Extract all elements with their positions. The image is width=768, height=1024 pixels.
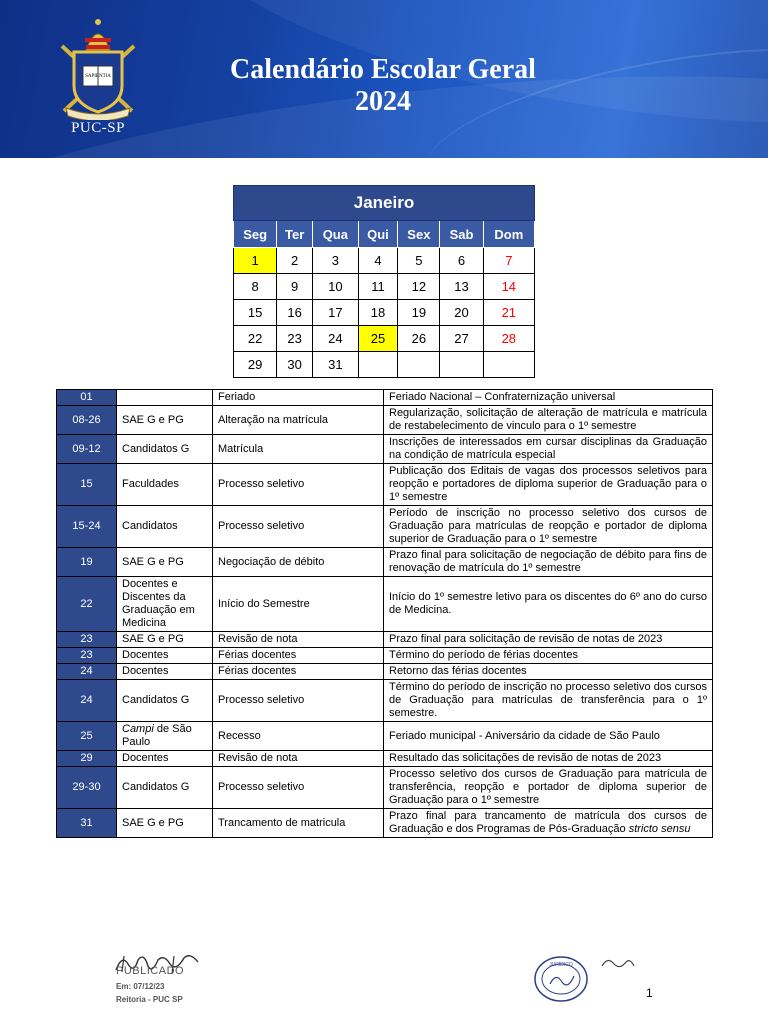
event-description: Término do período de inscrição no processo seletivo dos cursos de Graduação para matrículas de transferência para o 1º semestre. [384,680,713,722]
event-row [57,632,713,648]
event-audience: Candidatos [117,506,213,548]
calendar-weekday-header: Qua [313,221,359,248]
calendar-day-cell: 29 [234,352,277,378]
calendar-day-cell: 20 [440,300,483,326]
event-row [57,464,713,506]
event-row [57,722,713,751]
calendar-week-row [234,352,535,378]
event-row [57,751,713,767]
event-description: Inscrições de interessados em cursar disciplinas da Graduação na condição de matrícula especial [384,435,713,464]
event-audience: SAE G e PG [117,406,213,435]
event-description: Resultado das solicitações de revisão de notas de 2023 [384,751,713,767]
event-date: 31 [57,809,117,838]
event-audience: Faculdades [117,464,213,506]
event-audience [117,722,213,751]
calendar-day-cell: 2 [277,248,313,274]
event-row [57,577,713,632]
calendar-month-name: Janeiro [234,186,535,221]
calendar-day-cell: 30 [277,352,313,378]
calendar-day-cell: 12 [398,274,440,300]
calendar-days [234,248,535,378]
calendar-day-cell: 14 [483,274,534,300]
event-type: Feriado [213,390,384,406]
published-date: Em: 07/12/23 [116,982,165,991]
calendar-day-cell: 21 [483,300,534,326]
event-type: Trancamento de matricula [213,809,384,838]
event-date: 15-24 [57,506,117,548]
event-audience: Candidatos G [117,435,213,464]
calendar-day-cell: 4 [358,248,398,274]
event-date: 25 [57,722,117,751]
initials-scribble [598,952,638,974]
legal-seal-stamp [532,954,590,1004]
event-audience: SAE G e PG [117,809,213,838]
event-type: Matrícula [213,435,384,464]
event-row [57,406,713,435]
event-audience: Docentes [117,664,213,680]
event-type: Revisão de nota [213,632,384,648]
publication-stamp [114,950,234,1010]
event-type: Recesso [213,722,384,751]
events-table [56,389,713,838]
event-date: 15 [57,464,117,506]
event-description: Feriado Nacional – Confraternização universal [384,390,713,406]
calendar-weekday-header: Sex [398,221,440,248]
svg-text:SAPIENTIA: SAPIENTIA [85,74,111,79]
published-office: Reitoria - PUC SP [116,995,183,1004]
event-description: Publicação dos Editais de vagas dos processos seletivos para reopção e portadores de diploma superior de Graduação para o 1º semestre [384,464,713,506]
event-type: Processo seletivo [213,506,384,548]
event-type: Processo seletivo [213,464,384,506]
calendar-day-cell [398,352,440,378]
calendar-weekday-header: Qui [358,221,398,248]
event-audience: SAE G e PG [117,632,213,648]
calendar-day-cell: 6 [440,248,483,274]
event-audience: Docentes e Discentes da Graduação em Medicina [117,577,213,632]
header-banner [0,0,768,158]
event-description: Retorno das férias docentes [384,664,713,680]
event-row [57,390,713,406]
event-date: 29 [57,751,117,767]
calendar-day-cell: 1 [234,248,277,274]
calendar-week-row [234,248,535,274]
calendar-week-row [234,300,535,326]
calendar-day-cell: 17 [313,300,359,326]
calendar-weekday-header: Sab [440,221,483,248]
calendar-day-cell: 22 [234,326,277,352]
event-date: 23 [57,648,117,664]
event-date: 23 [57,632,117,648]
event-type: Processo seletivo [213,680,384,722]
event-type: Processo seletivo [213,767,384,809]
calendar-weekday-header: Ter [277,221,313,248]
event-description: Prazo final para solicitação de revisão de notas de 2023 [384,632,713,648]
event-description-text: Prazo final para trancamento de matrícula dos cursos de Graduação e dos Programas de Pós-Graduação [389,810,707,835]
title-line-1: Calendário Escolar Geral [230,54,536,85]
calendar-week-row [234,326,535,352]
event-row [57,435,713,464]
event-audience: SAE G e PG [117,548,213,577]
title-line-2: 2024 [355,86,411,117]
event-description: Período de inscrição no processo seletivo dos cursos de Graduação para matrículas de reopção e portador de diploma superior de Graduação para o 1º semestre [384,506,713,548]
event-audience [117,390,213,406]
calendar-day-cell: 25 [358,326,398,352]
event-date: 08-26 [57,406,117,435]
event-date: 24 [57,664,117,680]
calendar-day-cell: 13 [440,274,483,300]
event-date: 01 [57,390,117,406]
logo-caption: PUC-SP [71,120,125,136]
event-type: Início do Semestre [213,577,384,632]
event-audience: Docentes [117,648,213,664]
event-row [57,680,713,722]
calendar-day-cell: 15 [234,300,277,326]
page-number: 1 [646,986,653,1000]
calendar-day-cell: 3 [313,248,359,274]
event-description: Início do 1º semestre letivo para os discentes do 6º ano do curso de Medicina. [384,577,713,632]
calendar-day-cell: 28 [483,326,534,352]
event-row [57,767,713,809]
event-date: 24 [57,680,117,722]
calendar-day-cell: 9 [277,274,313,300]
calendar-weekday-row [234,221,535,248]
event-row [57,648,713,664]
event-description-italic: stricto sensu [628,823,691,835]
calendar-week-row [234,274,535,300]
calendar-day-cell: 27 [440,326,483,352]
event-type: Alteração na matrícula [213,406,384,435]
event-description: Processo seletivo dos cursos de Graduação para matrícula de transferência, reopção e portador de diploma superior de Graduação para o 1º semestre [384,767,713,809]
calendar-day-cell: 18 [358,300,398,326]
event-description: Regularização, solicitação de alteração de matrícula e matrícula de restabelecimento de vinculo para o 1º semestre [384,406,713,435]
event-description: Feriado municipal - Aniversário da cidade de São Paulo [384,722,713,751]
calendar-day-cell: 24 [313,326,359,352]
event-type: Férias docentes [213,648,384,664]
puc-sp-coat-of-arms-logo [52,16,144,120]
event-date: 22 [57,577,117,632]
calendar-day-cell: 7 [483,248,534,274]
event-date: 09-12 [57,435,117,464]
calendar-day-cell: 11 [358,274,398,300]
calendar-day-cell: 8 [234,274,277,300]
calendar-day-cell: 31 [313,352,359,378]
event-description: Término do período de férias docentes [384,648,713,664]
calendar-day-cell: 16 [277,300,313,326]
calendar-day-cell: 23 [277,326,313,352]
event-type: Revisão de nota [213,751,384,767]
event-audience: Docentes [117,751,213,767]
svg-text:JURÍDICO: JURÍDICO [549,962,573,968]
calendar-weekday-header: Seg [234,221,277,248]
event-row [57,664,713,680]
event-date: 19 [57,548,117,577]
event-row [57,809,713,838]
calendar-day-cell [440,352,483,378]
events-table-body [57,390,713,838]
event-description [384,809,713,838]
calendar-day-cell: 5 [398,248,440,274]
event-audience: Candidatos G [117,680,213,722]
calendar-day-cell [358,352,398,378]
event-type: Férias docentes [213,664,384,680]
event-row [57,506,713,548]
event-audience-italic: Campi [122,723,154,735]
month-calendar [233,185,535,378]
event-audience-text: de São Paulo [122,723,192,748]
page-title [150,54,616,118]
calendar-day-cell: 10 [313,274,359,300]
calendar-day-cell: 19 [398,300,440,326]
calendar-day-cell [483,352,534,378]
event-audience: Candidatos G [117,767,213,809]
calendar-weekday-header: Dom [483,221,534,248]
calendar-day-cell: 26 [398,326,440,352]
event-row [57,548,713,577]
event-date: 29-30 [57,767,117,809]
event-description: Prazo final para solicitação de negociação de débito para fins de renovação de matrícula do 1º semestre [384,548,713,577]
published-label: PUBLICADO [116,965,185,977]
event-type: Negociação de débito [213,548,384,577]
